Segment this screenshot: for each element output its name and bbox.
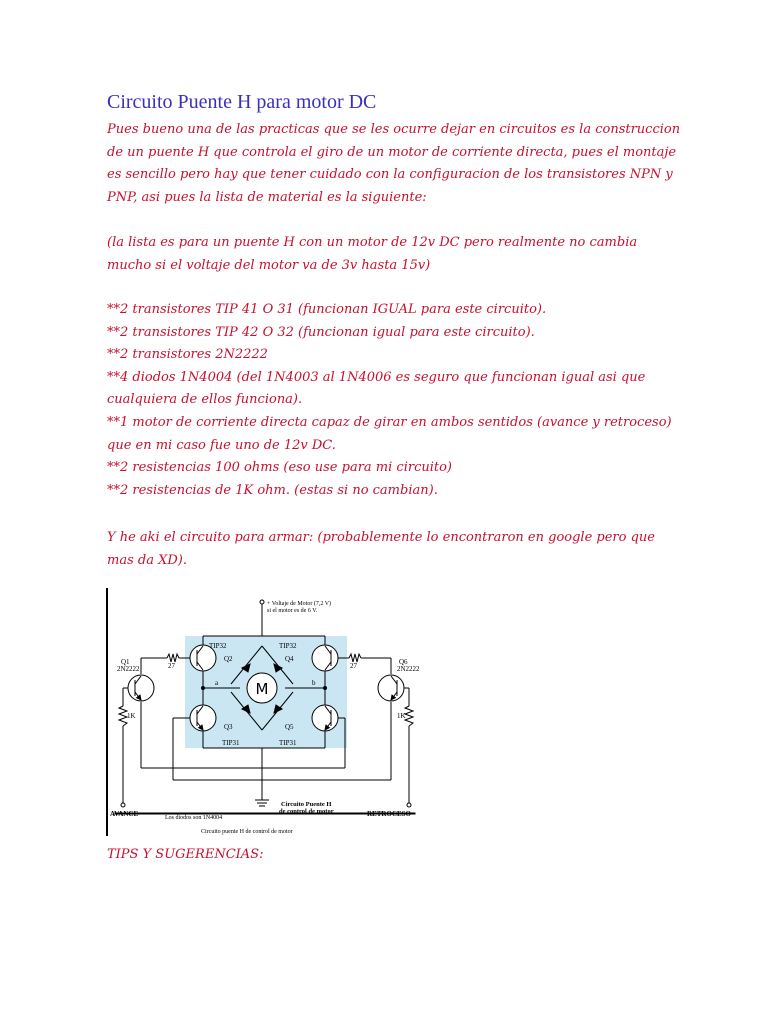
q6-part: 2N2222 — [397, 665, 420, 673]
circuit-intro-line: mas da XD). — [107, 552, 187, 568]
note-line: (la lista es para un puente H con un motor de 12v DC pero realmente no cambia — [107, 235, 638, 250]
materials-item: **4 diodos 1N4004 (del 1N4003 al 1N4006 es seguro que funcionan igual asi que — [107, 369, 646, 385]
node-b-label: b — [312, 679, 316, 687]
intro-line: de un puente H que controla el giro de un motor de corriente directa, pues el montaje — [107, 144, 677, 160]
q5-name: Q5 — [285, 723, 294, 731]
q3-name: Q3 — [224, 723, 233, 731]
resistor-left-value: 27 — [168, 662, 175, 670]
intro-line: Pues bueno una de las practicas que se les ocurre dejar en circuitos es la construccion — [107, 122, 681, 137]
materials-item: **1 motor de corriente directa capaz de girar en ambos sentidos (avance y retroceso) — [107, 414, 672, 430]
resistor-1k-left: 1K — [127, 712, 136, 720]
circuit-intro-line: Y he aki el circuito para armar: (probablemente lo encontraron en google pero que — [107, 530, 655, 545]
avance-label: AVANCE — [110, 810, 139, 818]
q2-name: Q2 — [224, 655, 233, 663]
intro-paragraph — [107, 119, 681, 209]
q5-part: TIP31 — [279, 739, 297, 747]
intro-line: es sencillo pero hay que tener cuidado con la configuracion de los transistores NPN y — [107, 167, 673, 183]
page-title: Circuito Puente H para motor DC — [107, 91, 377, 113]
supply-label-line-1: + Voltaje de Motor (7,2 V) — [267, 601, 332, 607]
voltage-note-paragraph — [107, 232, 667, 277]
motor-symbol — [247, 673, 277, 703]
transistor-q3 — [190, 705, 216, 731]
circuit-schematic — [105, 588, 435, 836]
supply-label-line-2: si el motor es de 6 V. — [267, 608, 318, 614]
materials-item-continued: que en mi caso fue uno de 12v DC. — [107, 437, 336, 453]
q1-part: 2N2222 — [117, 665, 140, 673]
h-bridge-circuit-diagram — [105, 588, 435, 836]
motor-label: M — [255, 680, 269, 698]
resistor-right-value: 27 — [350, 662, 357, 670]
intro-line: PNP, asi pues la lista de material es la siguiente: — [107, 189, 427, 205]
materials-item-continued: cualquiera de ellos funciona). — [107, 392, 303, 408]
figure-caption: Circuito puente H de control de motor — [201, 829, 293, 835]
note-line: mucho si el voltaje del motor va de 3v hasta 15v) — [107, 257, 431, 273]
q1-name: Q1 — [121, 658, 130, 666]
q4-part: TIP32 — [279, 642, 297, 650]
materials-item: **2 transistores TIP 41 O 31 (funcionan IGUAL para este circuito). — [107, 302, 547, 317]
transistor-q1 — [128, 675, 154, 701]
transistor-q5 — [312, 705, 338, 731]
retroceso-label: RETROCESO — [367, 810, 411, 818]
q3-part: TIP31 — [222, 739, 240, 747]
node-a-label: a — [215, 679, 219, 687]
transistor-q4 — [312, 645, 338, 671]
materials-item: **2 resistencias de 1K ohm. (estas si no cambian). — [107, 482, 438, 498]
materials-item: **2 resistencias 100 ohms (eso use para mi circuito) — [107, 460, 453, 476]
transistor-q6 — [378, 675, 404, 701]
box-label-line-1: Circuito Puente H — [281, 801, 332, 808]
tips-heading: TIPS Y SUGERENCIAS: — [107, 847, 264, 862]
q4-name: Q4 — [285, 655, 294, 663]
resistor-1k-right: 1K — [397, 712, 406, 720]
box-label-line-2: de control de motor — [279, 808, 334, 815]
materials-list — [107, 299, 672, 502]
q2-part: TIP32 — [209, 642, 227, 650]
diodes-note: Los diodos son 1N4004 — [165, 815, 223, 821]
circuit-intro-paragraph — [107, 527, 667, 572]
materials-item: **2 transistores TIP 42 O 32 (funcionan igual para este circuito). — [107, 324, 535, 340]
q6-name: Q6 — [399, 658, 408, 666]
materials-item: **2 transistores 2N2222 — [107, 347, 268, 363]
